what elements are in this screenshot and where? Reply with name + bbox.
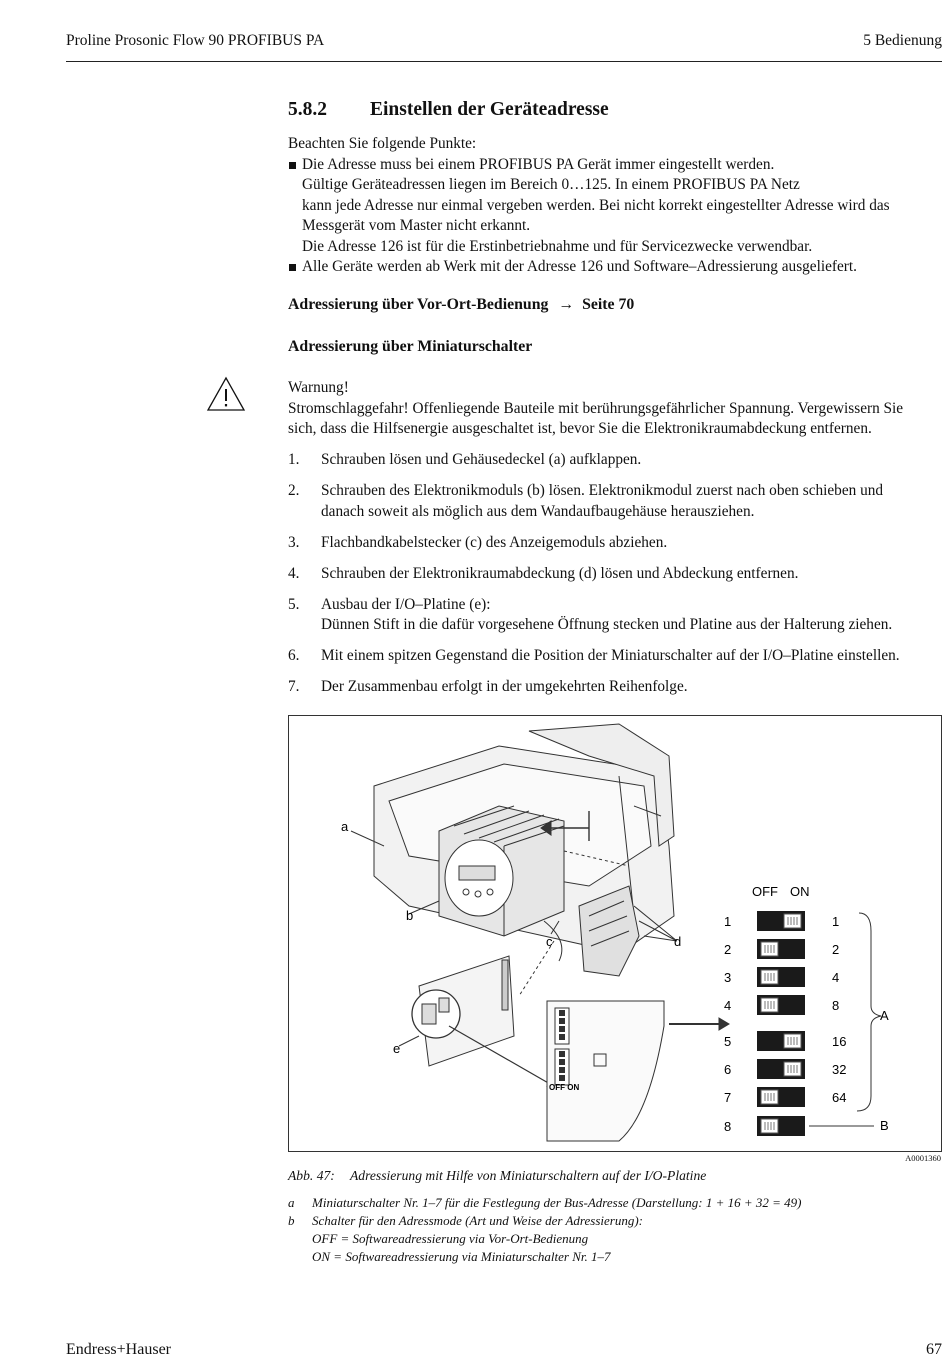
step-line: Mit einem spitzen Gegenstand die Position der Miniaturschalter auf der I/O–Platine einstellen. <box>321 647 900 664</box>
dip-switch-knob <box>761 998 778 1012</box>
switch-value: 8 <box>832 998 840 1013</box>
warning-line: Stromschlaggefahr! Offenliegende Bauteile mit berührungsgefährlicher Spannung. Vergewissern Sie <box>288 399 904 417</box>
dip-switch-row <box>724 1116 805 1136</box>
steps-list <box>288 450 944 708</box>
legend-line: Miniaturschalter Nr. 1–7 für die Festlegung der Bus-Adresse (Darstellung: 1 + 16 + 32 = 49) <box>312 1195 802 1210</box>
switch-value: 2 <box>832 942 840 957</box>
dip-switch-row <box>724 939 839 959</box>
bullet-line: Messgerät vom Master nicht erkannt. <box>302 217 531 234</box>
subhead-local-text: Adressierung über Vor-Ort-Bedienung <box>288 296 549 313</box>
dip-switch-row <box>724 967 839 987</box>
step-number: 2. <box>288 482 300 499</box>
legend-item <box>288 1194 928 1212</box>
footer-page-number: 67 <box>926 1341 942 1358</box>
switch-number: 3 <box>724 970 732 985</box>
warning-title: Warnung! <box>288 379 349 396</box>
legend-line: OFF = Softwareadressierung via Vor-Ort-Bedienung <box>312 1231 589 1246</box>
subhead-local-operation <box>288 296 634 314</box>
list-item <box>288 564 944 585</box>
label-e: e <box>393 1041 401 1056</box>
group-label-b: B <box>880 1118 889 1133</box>
step-number: 1. <box>288 451 300 468</box>
caption-number: Abb. 47: <box>288 1168 335 1183</box>
intro-block <box>288 134 944 278</box>
page-header <box>66 32 942 62</box>
figure-legend <box>288 1194 928 1266</box>
dip-switch-knob <box>761 970 778 984</box>
bullet-line: Alle Geräte werden ab Werk mit der Adresse 126 und Software–Adressierung ausgeliefert. <box>302 258 857 275</box>
warning-triangle-icon <box>206 376 246 412</box>
device-drawing <box>289 716 943 1153</box>
switch-number: 8 <box>724 1119 732 1134</box>
dip-switch-row <box>724 1059 846 1079</box>
page-reference-link[interactable]: Seite 70 <box>582 296 635 313</box>
dip-switch-knob <box>784 1034 801 1048</box>
list-item <box>288 677 944 698</box>
legend-line: ON = Softwareadressierung via Miniaturschalter Nr. 1–7 <box>312 1249 611 1264</box>
switch-number: 7 <box>724 1090 732 1105</box>
legend-key: b <box>288 1213 295 1228</box>
step-line: danach soweit als möglich aus dem Wandaufbaugehäuse herausziehen. <box>321 502 755 520</box>
figure-device-illustration <box>288 715 942 1152</box>
group-label-a: A <box>880 1008 889 1023</box>
dip-switch-knob <box>784 914 801 928</box>
bullet-line: Die Adresse 126 ist für die Erstinbetriebnahme und für Servicezwecke verwendbar. <box>302 237 813 255</box>
bullet-line: Die Adresse muss bei einem PROFIBUS PA Gerät immer eingestellt werden. <box>302 155 775 173</box>
list-item <box>288 646 944 667</box>
switch-number: 5 <box>724 1034 732 1049</box>
step-line: Ausbau der I/O–Platine (e): <box>321 595 491 613</box>
figure-code: A0001360 <box>905 1153 941 1163</box>
bullet-square-icon <box>289 162 296 169</box>
arrow-right-icon: → <box>558 296 575 313</box>
step-line: Flachbandkabelstecker (c) des Anzeigemoduls abziehen. <box>321 533 668 551</box>
footer-brand: Endress+Hauser <box>66 1341 171 1358</box>
switch-header-off: OFF <box>752 884 778 899</box>
step-line: Schrauben des Elektronikmoduls (b) lösen. Elektronikmodul zuerst nach oben schieben und <box>321 482 884 499</box>
switch-number: 2 <box>724 942 732 957</box>
switch-number: 1 <box>724 914 732 929</box>
switch-number: 6 <box>724 1062 732 1077</box>
switch-value: 64 <box>832 1090 847 1105</box>
list-item <box>288 533 944 554</box>
intro-lead: Beachten Sie folgende Punkte: <box>288 135 477 152</box>
dip-switch-row <box>724 1031 846 1051</box>
legend-item <box>288 1212 928 1266</box>
bullet-square-icon <box>289 264 296 271</box>
list-item <box>288 481 944 522</box>
step-number: 5. <box>288 595 300 613</box>
list-item <box>288 595 944 636</box>
section-number: 5.8.2 <box>288 99 327 120</box>
header-section: 5 Bedienung <box>863 32 942 49</box>
label-a: a <box>341 819 349 834</box>
step-line: Schrauben lösen und Gehäusedeckel (a) aufklappen. <box>321 451 642 468</box>
warning-block <box>288 378 944 440</box>
dip-switch-knob <box>761 1119 778 1133</box>
bullet-line: kann jede Adresse nur einmal vergeben werden. Bei nicht korrekt eingestellter Adresse wird das <box>302 196 890 214</box>
step-number: 3. <box>288 533 300 551</box>
switch-header-on: ON <box>790 884 810 899</box>
switch-value: 1 <box>832 914 840 929</box>
step-line: Schrauben der Elektronikraumabdeckung (d) lösen und Abdeckung entfernen. <box>321 564 799 582</box>
inset-off-on-label: OFF ON <box>549 1083 580 1092</box>
bullet-item <box>288 257 944 278</box>
subhead-miniature-switch: Adressierung über Miniaturschalter <box>288 338 533 355</box>
step-line: Der Zusammenbau erfolgt in der umgekehrten Reihenfolge. <box>321 678 688 695</box>
dip-switch-knob <box>761 942 778 956</box>
dip-switch-knob <box>784 1062 801 1076</box>
list-item <box>288 450 944 471</box>
bullet-item <box>288 155 944 258</box>
step-number: 4. <box>288 564 300 582</box>
figure-caption <box>288 1168 706 1184</box>
switch-value: 16 <box>832 1034 847 1049</box>
caption-text: Adressierung mit Hilfe von Miniaturschaltern auf der I/O-Platine <box>350 1168 707 1183</box>
legend-line: Schalter für den Adressmode (Art und Weise der Adressierung): <box>312 1213 643 1228</box>
dip-switch-block <box>724 911 846 1136</box>
header-title: Proline Prosonic Flow 90 PROFIBUS PA <box>66 32 325 49</box>
step-line: Dünnen Stift in die dafür vorgesehene Öffnung stecken und Platine aus der Halterung ziehen. <box>321 616 893 633</box>
bullet-line: Gültige Geräteadressen liegen im Bereich 0…125. In einem PROFIBUS PA Netz <box>302 176 800 193</box>
label-c: c <box>546 934 553 949</box>
step-number: 6. <box>288 647 300 664</box>
label-b: b <box>406 908 414 923</box>
dip-switch-row <box>724 1087 846 1107</box>
legend-key: a <box>288 1195 295 1210</box>
switch-value: 4 <box>832 970 840 985</box>
dip-switch-knob <box>761 1090 778 1104</box>
dip-switch-row <box>724 995 839 1015</box>
section-heading <box>288 99 609 121</box>
section-title: Einstellen der Geräteadresse <box>370 99 609 120</box>
warning-line: sich, dass die Hilfsenergie ausgeschaltet ist, bevor Sie die Elektronikraumabdeckung entfernen. <box>288 420 872 437</box>
switch-number: 4 <box>724 998 732 1013</box>
switch-value: 32 <box>832 1062 847 1077</box>
step-number: 7. <box>288 678 300 695</box>
label-d: d <box>674 934 682 949</box>
dip-switch-row <box>724 911 839 931</box>
